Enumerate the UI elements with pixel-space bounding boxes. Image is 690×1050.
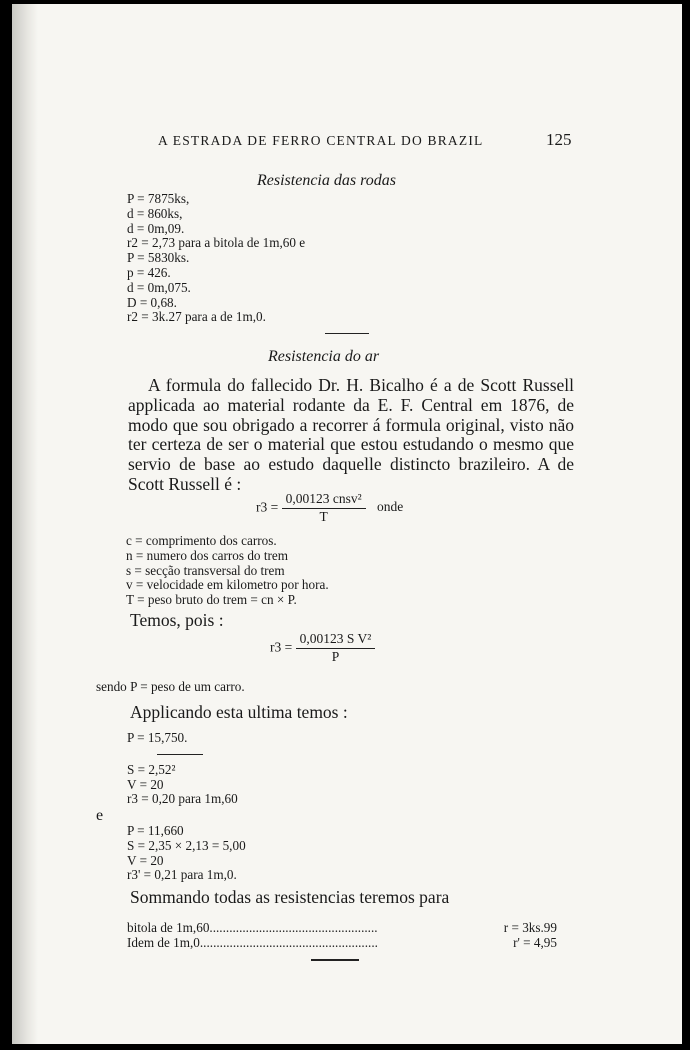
paragraph-text: A formula do fallecido Dr. H. Bicalho é a de Scott Russell applicada ao material rodante da E. F. Central em 1876, de modo que sou obrigado a recorrer á formula original, visto não ter certeza de ser o material que estou estudando o mesmo que servio de base ao estudo daquelle distincto brazileiro. A de Scott Russell é : xyxy=(128,375,574,494)
value-line: S = 2,35 × 2,13 = 5,00 xyxy=(127,837,246,853)
book-page xyxy=(12,4,682,1044)
formula-suffix: onde xyxy=(377,499,404,515)
wheels-equations xyxy=(127,192,305,325)
formula-numerator: 0,00123 cnsv² xyxy=(282,492,366,509)
scanned-page-edge xyxy=(12,4,38,1044)
temos-line: Temos, pois : xyxy=(130,610,224,630)
formula-denominator: T xyxy=(319,508,328,524)
formula-fraction xyxy=(282,492,366,525)
definition-line: c = comprimento dos carros. xyxy=(126,533,277,548)
result-row xyxy=(127,921,557,936)
formula-lhs: r3 = xyxy=(256,499,279,515)
summing-line: Sommando todas as resistencias teremos para xyxy=(130,887,450,907)
section-title-air: Resistencia do ar xyxy=(268,348,380,365)
definition-line: s = secção transversal do trem xyxy=(126,562,285,578)
equation-line: r2 = 3k.27 para a de 1m,0. xyxy=(127,309,266,325)
sum-rule xyxy=(157,754,203,755)
formula-lhs: r3 = xyxy=(270,639,293,655)
formula-denominator: P xyxy=(331,648,340,664)
result-value: r' = 4,95 xyxy=(513,934,557,950)
result-row xyxy=(127,936,557,951)
formula-fraction xyxy=(296,632,376,665)
result-value: r = 3ks.99 xyxy=(503,920,557,935)
running-header: A ESTRADA DE FERRO CENTRAL DO BRAZIL xyxy=(158,133,484,148)
equation-line: P = 7875ks, xyxy=(127,191,190,206)
section-divider xyxy=(325,333,369,334)
conjunction-e: e xyxy=(96,807,104,824)
equation-line: p = 426. xyxy=(127,264,171,280)
value-line: S = 2,52² xyxy=(127,761,176,777)
applicando-line: Applicando esta ultima temos : xyxy=(130,702,348,722)
variable-definitions xyxy=(126,534,329,608)
values-group-2 xyxy=(127,824,246,883)
value-line: r3 = 0,20 para 1m,60 xyxy=(127,791,238,807)
value-line: V = 20 xyxy=(127,852,164,868)
page-number: 125 xyxy=(546,130,572,149)
equation-line: d = 0m,09. xyxy=(127,220,185,236)
value-line: V = 20 xyxy=(127,776,164,792)
results-table xyxy=(127,921,557,951)
formula-russell xyxy=(256,492,403,525)
equation-line: d = 0m,075. xyxy=(127,279,191,295)
result-label: bitola de 1m,60................................................... xyxy=(127,921,378,935)
equation-line: D = 0,68. xyxy=(127,294,177,310)
definition-line: n = numero dos carros do trem xyxy=(126,547,288,563)
section-title-wheels: Resistencia das rodas xyxy=(257,172,396,189)
value-line: r3' = 0,21 para 1m,0. xyxy=(127,867,237,883)
value-line: P = 15,750. xyxy=(127,730,188,745)
equation-line: d = 860ks, xyxy=(127,205,183,221)
closing-rule xyxy=(311,959,359,961)
sendo-line: sendo P = peso de um carro. xyxy=(96,679,245,694)
formula-simplified xyxy=(270,632,375,665)
equation-line: P = 5830ks. xyxy=(127,250,190,266)
definition-line: T = peso bruto do trem = cn × P. xyxy=(126,592,297,608)
air-paragraph xyxy=(128,376,574,495)
equation-line: r2 = 2,73 para a bitola de 1m,60 e xyxy=(127,235,306,251)
value-line: P = 11,660 xyxy=(127,823,184,838)
values-group-1 xyxy=(127,731,238,807)
result-label: Idem de 1m,0...................................................... xyxy=(127,935,378,950)
formula-numerator: 0,00123 S V² xyxy=(296,632,376,649)
definition-line: v = velocidade em kilometro por hora. xyxy=(126,577,329,593)
